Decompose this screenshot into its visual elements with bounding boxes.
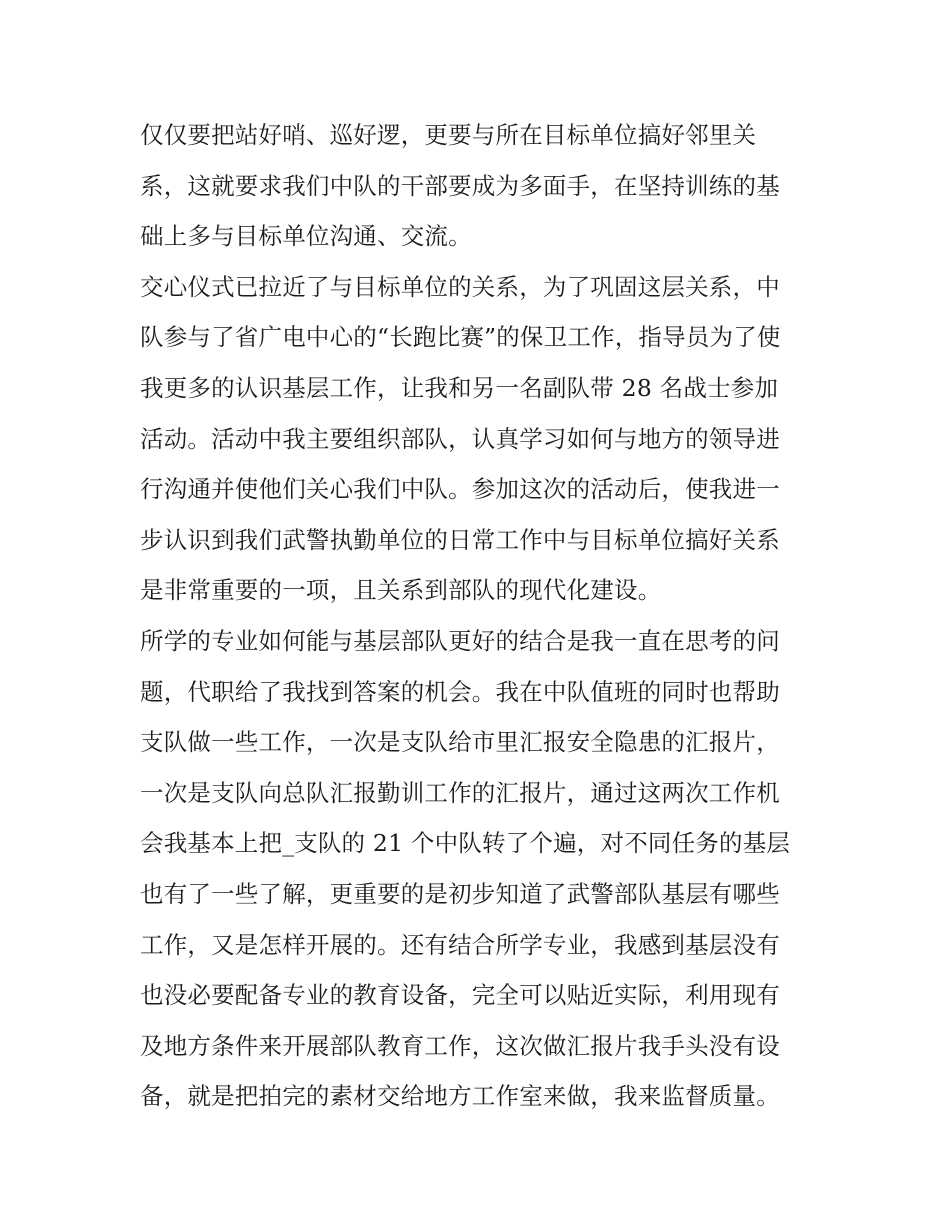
text-line: 行沟通并使他们关心我们中队。参加这次的活动后，使我进一	[140, 475, 780, 504]
text-line: 是非常重要的一项，且关系到部队的现代化建设。	[140, 576, 662, 605]
text-line: 仅仅要把站好哨、巡好逻，更要与所在目标单位搞好邻里关	[140, 121, 757, 149]
text-line: 也有了一些了解，更重要的是初步知道了武警部队基层有哪些	[140, 879, 780, 908]
text-line: 活动。活动中我主要组织部队，认真学习如何与地方的领导进	[140, 424, 780, 453]
text-line: 础上多与目标单位沟通、交流。	[140, 222, 472, 251]
text-line: 会我基本上把_支队的 21 个中队转了个遍，对不同任务的基层	[140, 829, 791, 858]
text-line: 备，就是把拍完的素材交给地方工作室来做，我来监督质量。	[140, 1082, 780, 1111]
text-line: 所学的专业如何能与基层部队更好的结合是我一直在思考的问	[140, 626, 780, 655]
text-line: 一次是支队向总队汇报勤训工作的汇报片，通过这两次工作机	[140, 778, 780, 807]
text-line: 支队做一些工作，一次是支队给市里汇报安全隐患的汇报片，	[140, 728, 780, 757]
text-line: 也没必要配备专业的教育设备，完全可以贴近实际，利用现有	[140, 981, 780, 1010]
text-line: 交心仪式已拉近了与目标单位的关系，为了巩固这层关系，中	[140, 272, 780, 301]
text-line: 工作，又是怎样开展的。还有结合所学专业，我感到基层没有	[140, 930, 780, 959]
text-line: 步认识到我们武警执勤单位的日常工作中与目标单位搞好关系	[140, 525, 780, 554]
body-text	[140, 110, 820, 1122]
text-line: 我更多的认识基层工作，让我和另一名副队带 28 名战士参加	[140, 373, 779, 402]
text-line: 队参与了省广电中心的“长跑比赛”的保卫工作，指导员为了使	[140, 323, 781, 352]
text-line: 系，这就要求我们中队的干部要成为多面手，在坚持训练的基	[140, 171, 780, 200]
text-line: 题，代职给了我找到答案的机会。我在中队值班的同时也帮助	[140, 677, 780, 706]
text-line: 及地方条件来开展部队教育工作，这次做汇报片我手头没有设	[140, 1031, 780, 1060]
